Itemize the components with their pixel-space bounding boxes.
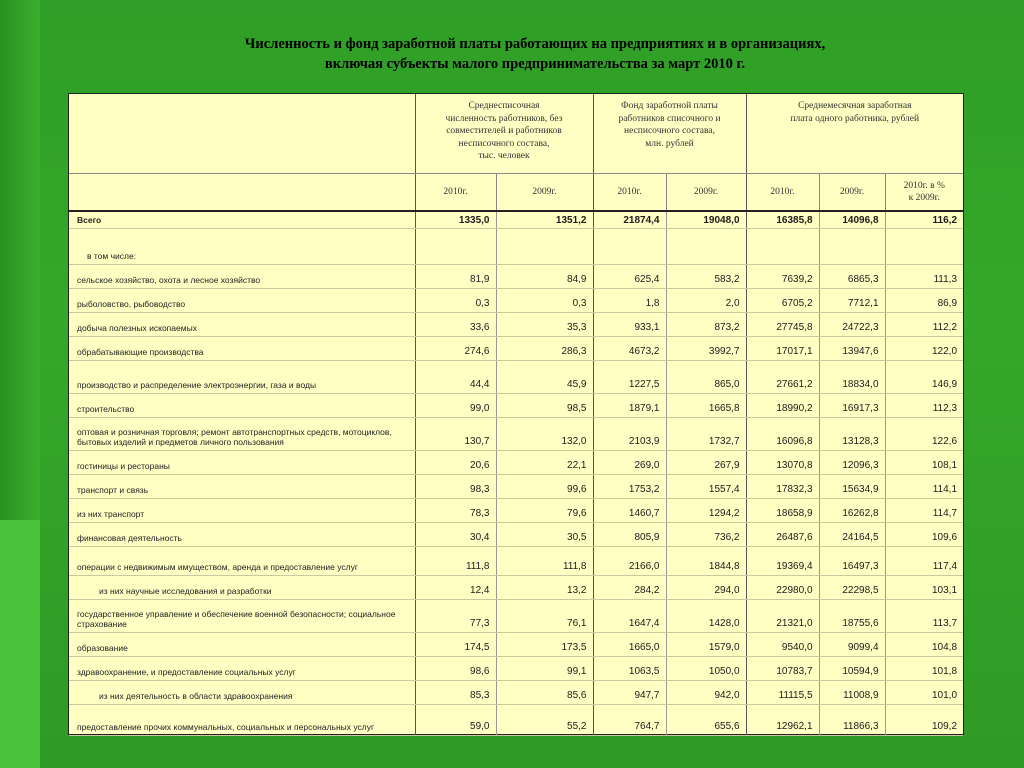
table-row: [69, 313, 963, 337]
header-headcount-line: Среднесписочная: [468, 101, 540, 111]
row-label: гостиницы и рестораны: [69, 451, 415, 475]
title-line-1: Численность и фонд заработной платы работающих на предприятиях и в организациях,: [244, 36, 826, 52]
row-label: строительство: [69, 394, 415, 418]
table-row: [69, 361, 963, 394]
value-cell: 79,6: [496, 499, 593, 523]
value-cell: 6705,2: [746, 289, 819, 313]
value-cell: 13070,8: [746, 451, 819, 475]
value-cell: 933,1: [593, 313, 666, 337]
value-cell: 625,4: [593, 265, 666, 289]
value-cell: 146,9: [885, 361, 963, 394]
value-cell: 86,9: [885, 289, 963, 313]
row-label: предоставление прочих коммунальных, социальных и персональных услуг: [69, 705, 415, 736]
value-cell: 10783,7: [746, 657, 819, 681]
header-wage-fund-line: млн. рублей: [645, 138, 694, 149]
value-cell: 873,2: [666, 313, 746, 337]
value-cell: 101,8: [885, 657, 963, 681]
header-year: 2010г.: [415, 173, 496, 211]
table-row: [69, 657, 963, 681]
table-row: [69, 705, 963, 736]
row-label: рыболовство, рыбоводство: [69, 289, 415, 313]
value-cell: 18834,0: [819, 361, 885, 394]
value-cell: [885, 229, 963, 265]
table-row: [69, 211, 963, 229]
table-row: [69, 289, 963, 313]
value-cell: 4673,2: [593, 337, 666, 361]
value-cell: 865,0: [666, 361, 746, 394]
value-cell: 98,5: [496, 394, 593, 418]
value-cell: 77,3: [415, 600, 496, 633]
value-cell: 15634,9: [819, 475, 885, 499]
value-cell: 112,2: [885, 313, 963, 337]
value-cell: 13128,3: [819, 418, 885, 451]
row-label: из них научные исследования и разработки: [69, 576, 415, 600]
value-cell: 101,0: [885, 681, 963, 705]
value-cell: 26487,6: [746, 523, 819, 547]
table-row: [69, 523, 963, 547]
header-headcount-line: несписочного состава,: [458, 138, 550, 149]
row-label: образование: [69, 633, 415, 657]
value-cell: 274,6: [415, 337, 496, 361]
table-row: [69, 337, 963, 361]
value-cell: 655,6: [666, 705, 746, 736]
value-cell: 17832,3: [746, 475, 819, 499]
value-cell: 22980,0: [746, 576, 819, 600]
value-cell: 2103,9: [593, 418, 666, 451]
value-cell: 16497,3: [819, 547, 885, 576]
value-cell: 13,2: [496, 576, 593, 600]
row-label: добыча полезных ископаемых: [69, 313, 415, 337]
value-cell: 1844,8: [666, 547, 746, 576]
value-cell: 20,6: [415, 451, 496, 475]
value-cell: 583,2: [666, 265, 746, 289]
value-cell: 18990,2: [746, 394, 819, 418]
table-row: [69, 394, 963, 418]
value-cell: 7712,1: [819, 289, 885, 313]
value-cell: 33,6: [415, 313, 496, 337]
value-cell: 22,1: [496, 451, 593, 475]
value-cell: [666, 229, 746, 265]
value-cell: 1,8: [593, 289, 666, 313]
value-cell: 122,0: [885, 337, 963, 361]
value-cell: 111,8: [496, 547, 593, 576]
value-cell: 267,9: [666, 451, 746, 475]
table-row: [69, 229, 963, 265]
page-title: [120, 34, 950, 74]
header-avg-wage-line: Среднемесячная заработная: [798, 101, 912, 111]
value-cell: 1460,7: [593, 499, 666, 523]
value-cell: [593, 229, 666, 265]
table-row: [69, 499, 963, 523]
header-ratio-line: 2010г. в %: [903, 180, 945, 191]
header-year: 2010г.: [746, 173, 819, 211]
value-cell: 16262,8: [819, 499, 885, 523]
value-cell: 122,6: [885, 418, 963, 451]
value-cell: [496, 229, 593, 265]
header-wage-fund-line: несписочного состава,: [624, 126, 715, 136]
value-cell: 1428,0: [666, 600, 746, 633]
value-cell: 9540,0: [746, 633, 819, 657]
value-cell: 1050,0: [666, 657, 746, 681]
table-row: [69, 451, 963, 475]
table-row: [69, 475, 963, 499]
value-cell: 114,1: [885, 475, 963, 499]
value-cell: 1063,5: [593, 657, 666, 681]
value-cell: 27745,8: [746, 313, 819, 337]
header-wage-fund-line: работников списочного и: [618, 113, 721, 124]
header-year: 2009г.: [819, 173, 885, 211]
value-cell: 76,1: [496, 600, 593, 633]
header-headcount: [415, 94, 593, 173]
header-avg-wage-line: плата одного работника, рублей: [790, 113, 920, 124]
value-cell: 132,0: [496, 418, 593, 451]
value-cell: 1753,2: [593, 475, 666, 499]
value-cell: 99,1: [496, 657, 593, 681]
value-cell: 85,3: [415, 681, 496, 705]
table-row: [69, 600, 963, 633]
value-cell: 1335,0: [415, 211, 496, 229]
value-cell: 11866,3: [819, 705, 885, 736]
value-cell: 1665,8: [666, 394, 746, 418]
header-year: 2009г.: [496, 173, 593, 211]
value-cell: 7639,2: [746, 265, 819, 289]
value-cell: 19369,4: [746, 547, 819, 576]
value-cell: 21874,4: [593, 211, 666, 229]
value-cell: 84,9: [496, 265, 593, 289]
row-label: сельское хозяйство, охота и лесное хозяйство: [69, 265, 415, 289]
value-cell: 284,2: [593, 576, 666, 600]
row-label: из них деятельность в области здравоохранения: [69, 681, 415, 705]
value-cell: 1732,7: [666, 418, 746, 451]
value-cell: 16917,3: [819, 394, 885, 418]
value-cell: 0,3: [496, 289, 593, 313]
table-row: [69, 576, 963, 600]
value-cell: 55,2: [496, 705, 593, 736]
header-headcount-line: тыс. человек: [478, 151, 530, 161]
value-cell: 103,1: [885, 576, 963, 600]
value-cell: 16096,8: [746, 418, 819, 451]
value-cell: 109,2: [885, 705, 963, 736]
value-cell: 85,6: [496, 681, 593, 705]
value-cell: 117,4: [885, 547, 963, 576]
value-cell: 18755,6: [819, 600, 885, 633]
row-label: производство и распределение электроэнергии, газа и воды: [69, 361, 415, 394]
table-row: [69, 633, 963, 657]
header-year: 2010г.: [593, 173, 666, 211]
table-row: [69, 265, 963, 289]
row-label: здравоохранение, и предоставление социальных услуг: [69, 657, 415, 681]
value-cell: 30,4: [415, 523, 496, 547]
value-cell: 35,3: [496, 313, 593, 337]
value-cell: 1294,2: [666, 499, 746, 523]
value-cell: 1579,0: [666, 633, 746, 657]
value-cell: 174,5: [415, 633, 496, 657]
value-cell: 111,8: [415, 547, 496, 576]
header-avg-wage: [746, 94, 963, 173]
value-cell: 947,7: [593, 681, 666, 705]
value-cell: 12962,1: [746, 705, 819, 736]
value-cell: 13947,6: [819, 337, 885, 361]
value-cell: 1647,4: [593, 600, 666, 633]
header-blank-cell: [69, 173, 415, 211]
value-cell: 112,3: [885, 394, 963, 418]
table-body: [69, 211, 963, 736]
value-cell: 764,7: [593, 705, 666, 736]
statistics-table-container: [68, 93, 964, 735]
value-cell: 99,6: [496, 475, 593, 499]
value-cell: 109,6: [885, 523, 963, 547]
row-label: государственное управление и обеспечение военной безопасности; социальное страхование: [69, 600, 415, 633]
table-row: [69, 681, 963, 705]
value-cell: 130,7: [415, 418, 496, 451]
value-cell: 10594,9: [819, 657, 885, 681]
header-year-row: [69, 173, 963, 211]
value-cell: 30,5: [496, 523, 593, 547]
value-cell: 1351,2: [496, 211, 593, 229]
header-wage-fund-line: Фонд заработной платы: [621, 101, 718, 111]
title-line-2: включая субъекты малого предпринимательства за март 2010 г.: [324, 56, 746, 72]
value-cell: 1665,0: [593, 633, 666, 657]
value-cell: 22298,5: [819, 576, 885, 600]
value-cell: 14096,8: [819, 211, 885, 229]
header-blank-cell: [69, 94, 415, 173]
value-cell: 12,4: [415, 576, 496, 600]
value-cell: 2,0: [666, 289, 746, 313]
value-cell: [415, 229, 496, 265]
row-label: оптовая и розничная торговля; ремонт автотранспортных средств, мотоциклов, бытовых изделий и предметов личного пользования: [69, 418, 415, 451]
value-cell: [819, 229, 885, 265]
value-cell: 805,9: [593, 523, 666, 547]
value-cell: 27661,2: [746, 361, 819, 394]
value-cell: 59,0: [415, 705, 496, 736]
row-label: операции с недвижимым имуществом, аренда и предоставление услуг: [69, 547, 415, 576]
value-cell: 6865,3: [819, 265, 885, 289]
value-cell: 113,7: [885, 600, 963, 633]
value-cell: 16385,8: [746, 211, 819, 229]
row-label: транспорт и связь: [69, 475, 415, 499]
value-cell: 111,3: [885, 265, 963, 289]
value-cell: 1227,5: [593, 361, 666, 394]
value-cell: 0,3: [415, 289, 496, 313]
value-cell: 18658,9: [746, 499, 819, 523]
value-cell: 104,8: [885, 633, 963, 657]
value-cell: 286,3: [496, 337, 593, 361]
value-cell: 98,3: [415, 475, 496, 499]
value-cell: 98,6: [415, 657, 496, 681]
value-cell: 44,4: [415, 361, 496, 394]
value-cell: 9099,4: [819, 633, 885, 657]
value-cell: 11008,9: [819, 681, 885, 705]
value-cell: 1557,4: [666, 475, 746, 499]
value-cell: [746, 229, 819, 265]
value-cell: 78,3: [415, 499, 496, 523]
value-cell: 269,0: [593, 451, 666, 475]
value-cell: 24722,3: [819, 313, 885, 337]
value-cell: 12096,3: [819, 451, 885, 475]
value-cell: 294,0: [666, 576, 746, 600]
table-row: [69, 547, 963, 576]
header-headcount-line: совместителей и работников: [446, 126, 562, 136]
value-cell: 116,2: [885, 211, 963, 229]
value-cell: 173,5: [496, 633, 593, 657]
value-cell: 108,1: [885, 451, 963, 475]
value-cell: 21321,0: [746, 600, 819, 633]
value-cell: 2166,0: [593, 547, 666, 576]
row-label: финансовая деятельность: [69, 523, 415, 547]
value-cell: 942,0: [666, 681, 746, 705]
value-cell: 24164,5: [819, 523, 885, 547]
header-ratio: [885, 173, 963, 211]
value-cell: 17017,1: [746, 337, 819, 361]
row-label: обрабатывающие производства: [69, 337, 415, 361]
row-label: Всего: [69, 211, 415, 229]
header-ratio-line: к 2009г.: [908, 192, 940, 203]
value-cell: 45,9: [496, 361, 593, 394]
value-cell: 19048,0: [666, 211, 746, 229]
value-cell: 99,0: [415, 394, 496, 418]
header-year: 2009г.: [666, 173, 746, 211]
table-row: [69, 418, 963, 451]
row-label: в том числе:: [69, 229, 415, 265]
header-group-row: [69, 94, 963, 173]
statistics-table: [69, 94, 963, 736]
header-headcount-line: численность работников, без: [445, 113, 563, 124]
value-cell: 114,7: [885, 499, 963, 523]
value-cell: 736,2: [666, 523, 746, 547]
row-label: из них транспорт: [69, 499, 415, 523]
value-cell: 3992,7: [666, 337, 746, 361]
value-cell: 1879,1: [593, 394, 666, 418]
background-band-lower: [0, 520, 40, 768]
value-cell: 11115,5: [746, 681, 819, 705]
value-cell: 81,9: [415, 265, 496, 289]
header-wage-fund: [593, 94, 746, 173]
